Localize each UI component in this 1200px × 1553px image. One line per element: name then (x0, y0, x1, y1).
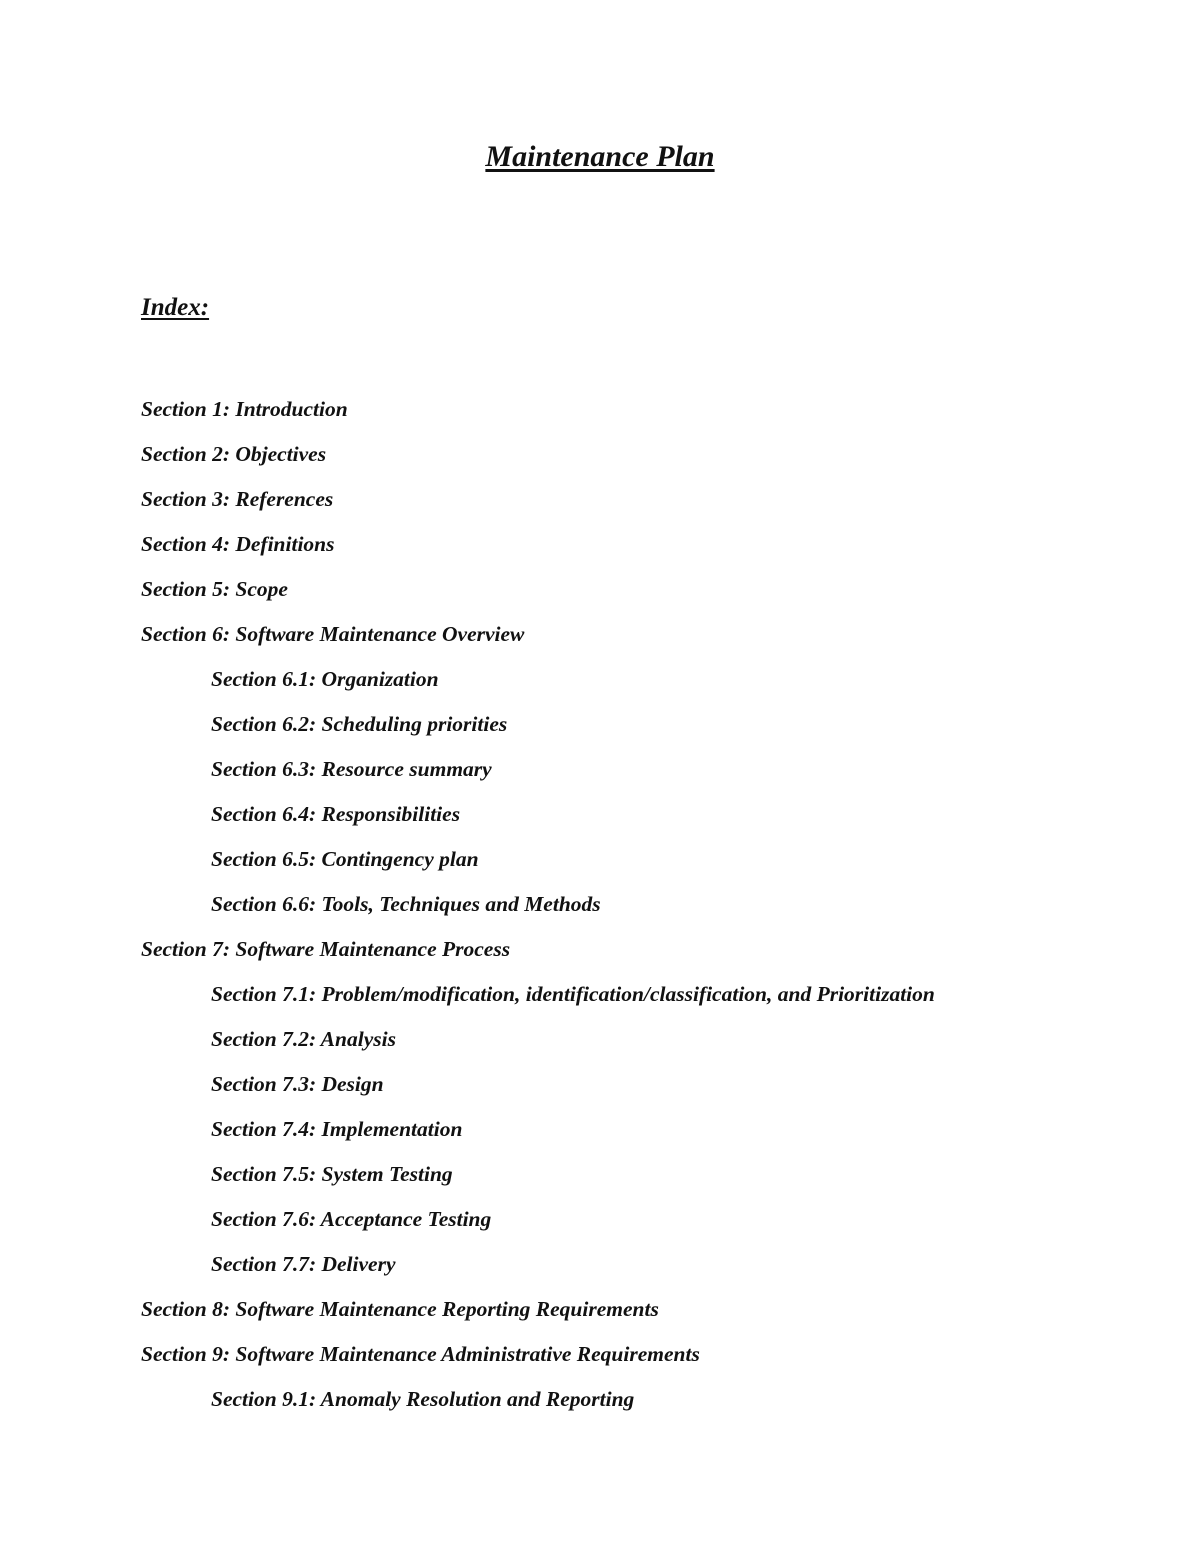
document-title: Maintenance Plan (485, 140, 715, 173)
toc-subsection-item[interactable]: Section 7.2: Analysis (211, 1027, 396, 1051)
toc-subsection-item[interactable]: Section 7.7: Delivery (211, 1252, 396, 1276)
toc-section-item[interactable]: Section 1: Introduction (141, 397, 348, 421)
toc-subsection-item[interactable]: Section 6.3: Resource summary (211, 757, 492, 781)
toc-subsection-item[interactable]: Section 6.5: Contingency plan (211, 847, 479, 871)
toc-section-item[interactable]: Section 3: References (141, 487, 334, 511)
toc-subsection-item[interactable]: Section 7.5: System Testing (211, 1162, 453, 1186)
toc-section-item[interactable]: Section 6: Software Maintenance Overview (141, 622, 525, 646)
toc-section-item[interactable]: Section 8: Software Maintenance Reporting Requirements (141, 1297, 659, 1321)
toc-subsection-item[interactable]: Section 7.1: Problem/modification, identification/classification, and Prioritization (211, 982, 935, 1006)
toc-section-item[interactable]: Section 9: Software Maintenance Administrative Requirements (141, 1342, 700, 1366)
toc-section-item[interactable]: Section 5: Scope (141, 577, 288, 601)
toc-subsection-item[interactable]: Section 9.1: Anomaly Resolution and Reporting (211, 1387, 635, 1411)
index-heading: Index: (141, 294, 210, 321)
toc-subsection-item[interactable]: Section 7.6: Acceptance Testing (211, 1207, 492, 1231)
toc-subsection-item[interactable]: Section 6.1: Organization (211, 667, 439, 691)
toc-subsection-item[interactable]: Section 6.6: Tools, Techniques and Methods (211, 892, 601, 916)
toc-subsection-item[interactable]: Section 7.4: Implementation (211, 1117, 463, 1141)
toc-subsection-item[interactable]: Section 7.3: Design (211, 1072, 384, 1096)
toc-section-item[interactable]: Section 2: Objectives (141, 442, 327, 466)
toc-subsection-item[interactable]: Section 6.2: Scheduling priorities (211, 712, 508, 736)
toc-section-item[interactable]: Section 7: Software Maintenance Process (141, 937, 511, 961)
toc-section-item[interactable]: Section 4: Definitions (141, 532, 335, 556)
toc-subsection-item[interactable]: Section 6.4: Responsibilities (211, 802, 461, 826)
table-of-contents (141, 393, 1141, 1428)
